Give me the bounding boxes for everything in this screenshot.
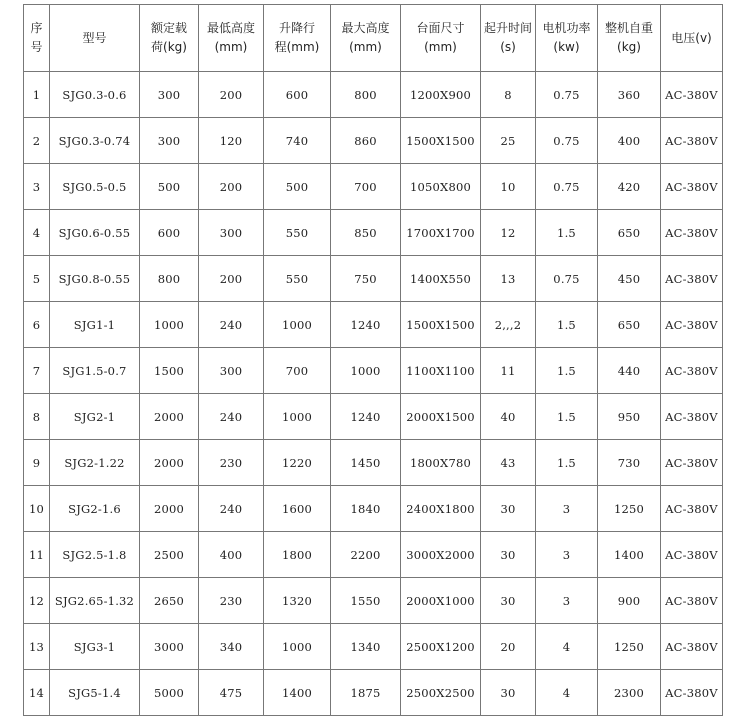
cell-index: 9 xyxy=(24,440,50,486)
cell-max-height: 800 xyxy=(331,72,401,118)
table-row xyxy=(24,164,723,210)
cell-voltage: AC-380V xyxy=(661,532,723,578)
cell-index: 5 xyxy=(24,256,50,302)
cell-platform-size: 2500X1200 xyxy=(401,624,481,670)
cell-model: SJG0.3-0.74 xyxy=(50,118,140,164)
cell-model: SJG3-1 xyxy=(50,624,140,670)
header-platform-size-line2: (mm) xyxy=(424,40,457,54)
cell-lift-stroke: 500 xyxy=(264,164,331,210)
cell-max-height: 860 xyxy=(331,118,401,164)
cell-voltage: AC-380V xyxy=(661,210,723,256)
cell-lift-time: 25 xyxy=(481,118,536,164)
cell-lift-time: 12 xyxy=(481,210,536,256)
table-row xyxy=(24,72,723,118)
cell-rated-load: 2000 xyxy=(140,486,199,532)
cell-rated-load: 2500 xyxy=(140,532,199,578)
cell-index: 12 xyxy=(24,578,50,624)
cell-min-height: 230 xyxy=(199,578,264,624)
cell-model: SJG2.65-1.32 xyxy=(50,578,140,624)
cell-model: SJG1-1 xyxy=(50,302,140,348)
cell-self-weight: 730 xyxy=(598,440,661,486)
cell-lift-stroke: 550 xyxy=(264,210,331,256)
header-row xyxy=(24,5,723,72)
cell-voltage: AC-380V xyxy=(661,348,723,394)
cell-motor-power: 4 xyxy=(536,624,598,670)
table-row xyxy=(24,348,723,394)
cell-rated-load: 2650 xyxy=(140,578,199,624)
cell-model: SJG1.5-0.7 xyxy=(50,348,140,394)
cell-rated-load: 500 xyxy=(140,164,199,210)
header-max-height-line1: 最大高度 xyxy=(341,21,390,35)
cell-lift-time: 11 xyxy=(481,348,536,394)
cell-voltage: AC-380V xyxy=(661,72,723,118)
cell-lift-time: 10 xyxy=(481,164,536,210)
cell-platform-size: 1500X1500 xyxy=(401,302,481,348)
header-rated-load-line1: 额定载 xyxy=(150,21,187,35)
cell-voltage: AC-380V xyxy=(661,256,723,302)
table-row xyxy=(24,256,723,302)
cell-index: 13 xyxy=(24,624,50,670)
cell-self-weight: 950 xyxy=(598,394,661,440)
cell-index: 11 xyxy=(24,532,50,578)
cell-motor-power: 1.5 xyxy=(536,394,598,440)
cell-motor-power: 1.5 xyxy=(536,210,598,256)
cell-self-weight: 360 xyxy=(598,72,661,118)
cell-lift-time: 8 xyxy=(481,72,536,118)
header-rated-load-line2: 荷(kg) xyxy=(151,40,187,54)
header-lift-stroke-line1: 升降行 xyxy=(278,21,315,35)
cell-motor-power: 3 xyxy=(536,486,598,532)
cell-lift-time: 30 xyxy=(481,486,536,532)
cell-min-height: 475 xyxy=(199,670,264,716)
cell-platform-size: 1500X1500 xyxy=(401,118,481,164)
cell-model: SJG5-1.4 xyxy=(50,670,140,716)
cell-lift-stroke: 1220 xyxy=(264,440,331,486)
cell-platform-size: 1200X900 xyxy=(401,72,481,118)
header-self-weight-line1: 整机自重 xyxy=(604,21,653,35)
cell-min-height: 300 xyxy=(199,210,264,256)
cell-max-height: 700 xyxy=(331,164,401,210)
header-lift-time-line2: (s) xyxy=(500,40,516,54)
cell-platform-size: 1050X800 xyxy=(401,164,481,210)
cell-index: 6 xyxy=(24,302,50,348)
header-lift-time-line1: 起升时间 xyxy=(483,21,532,35)
header-min-height xyxy=(199,5,264,72)
header-self-weight xyxy=(598,5,661,72)
header-lift-stroke-line2: 程(mm) xyxy=(274,40,320,54)
cell-motor-power: 1.5 xyxy=(536,348,598,394)
header-min-height-line1: 最低高度 xyxy=(206,21,255,35)
table-body xyxy=(24,72,723,716)
cell-min-height: 240 xyxy=(199,394,264,440)
cell-min-height: 240 xyxy=(199,486,264,532)
header-voltage xyxy=(661,5,723,72)
cell-rated-load: 1500 xyxy=(140,348,199,394)
spec-table xyxy=(23,4,723,716)
cell-lift-time: 13 xyxy=(481,256,536,302)
cell-self-weight: 650 xyxy=(598,302,661,348)
cell-rated-load: 3000 xyxy=(140,624,199,670)
table-row xyxy=(24,118,723,164)
header-motor-power-line2: (kw) xyxy=(553,40,580,54)
header-rated-load xyxy=(140,5,199,72)
cell-rated-load: 800 xyxy=(140,256,199,302)
cell-model: SJG2-1 xyxy=(50,394,140,440)
cell-voltage: AC-380V xyxy=(661,118,723,164)
cell-platform-size: 2000X1500 xyxy=(401,394,481,440)
cell-max-height: 1240 xyxy=(331,394,401,440)
table-row xyxy=(24,624,723,670)
cell-lift-time: 40 xyxy=(481,394,536,440)
cell-min-height: 400 xyxy=(199,532,264,578)
cell-platform-size: 3000X2000 xyxy=(401,532,481,578)
cell-platform-size: 1400X550 xyxy=(401,256,481,302)
table-row xyxy=(24,440,723,486)
cell-lift-stroke: 1320 xyxy=(264,578,331,624)
cell-index: 10 xyxy=(24,486,50,532)
cell-max-height: 850 xyxy=(331,210,401,256)
cell-voltage: AC-380V xyxy=(661,578,723,624)
cell-rated-load: 600 xyxy=(140,210,199,256)
cell-min-height: 200 xyxy=(199,164,264,210)
cell-self-weight: 440 xyxy=(598,348,661,394)
cell-lift-stroke: 1800 xyxy=(264,532,331,578)
header-model-line1: 型号 xyxy=(82,30,107,45)
cell-max-height: 1450 xyxy=(331,440,401,486)
cell-lift-stroke: 700 xyxy=(264,348,331,394)
header-platform-size xyxy=(401,5,481,72)
cell-lift-time: 30 xyxy=(481,532,536,578)
header-index-line1: 序 xyxy=(30,21,43,35)
cell-voltage: AC-380V xyxy=(661,394,723,440)
cell-motor-power: 4 xyxy=(536,670,598,716)
cell-index: 8 xyxy=(24,394,50,440)
cell-rated-load: 1000 xyxy=(140,302,199,348)
cell-model: SJG2-1.22 xyxy=(50,440,140,486)
cell-self-weight: 2300 xyxy=(598,670,661,716)
cell-rated-load: 2000 xyxy=(140,440,199,486)
cell-self-weight: 900 xyxy=(598,578,661,624)
cell-self-weight: 650 xyxy=(598,210,661,256)
cell-index: 2 xyxy=(24,118,50,164)
header-self-weight-line2: (kg) xyxy=(617,40,641,54)
cell-model: SJG2.5-1.8 xyxy=(50,532,140,578)
cell-voltage: AC-380V xyxy=(661,440,723,486)
cell-platform-size: 2500X2500 xyxy=(401,670,481,716)
cell-motor-power: 0.75 xyxy=(536,164,598,210)
cell-self-weight: 1250 xyxy=(598,624,661,670)
cell-platform-size: 1700X1700 xyxy=(401,210,481,256)
cell-min-height: 230 xyxy=(199,440,264,486)
cell-lift-stroke: 550 xyxy=(264,256,331,302)
cell-motor-power: 0.75 xyxy=(536,118,598,164)
cell-min-height: 200 xyxy=(199,256,264,302)
cell-voltage: AC-380V xyxy=(661,670,723,716)
cell-min-height: 200 xyxy=(199,72,264,118)
cell-rated-load: 300 xyxy=(140,118,199,164)
cell-model: SJG2-1.6 xyxy=(50,486,140,532)
table-row xyxy=(24,302,723,348)
cell-voltage: AC-380V xyxy=(661,486,723,532)
header-index-line2: 号 xyxy=(30,40,43,54)
cell-model: SJG0.6-0.55 xyxy=(50,210,140,256)
cell-platform-size: 2400X1800 xyxy=(401,486,481,532)
table-row xyxy=(24,532,723,578)
cell-self-weight: 450 xyxy=(598,256,661,302)
cell-lift-stroke: 1600 xyxy=(264,486,331,532)
cell-motor-power: 0.75 xyxy=(536,256,598,302)
cell-lift-stroke: 1000 xyxy=(264,394,331,440)
cell-motor-power: 1.5 xyxy=(536,302,598,348)
cell-min-height: 340 xyxy=(199,624,264,670)
cell-self-weight: 1400 xyxy=(598,532,661,578)
cell-lift-stroke: 1000 xyxy=(264,624,331,670)
cell-model: SJG0.3-0.6 xyxy=(50,72,140,118)
cell-max-height: 750 xyxy=(331,256,401,302)
cell-self-weight: 420 xyxy=(598,164,661,210)
cell-min-height: 300 xyxy=(199,348,264,394)
cell-motor-power: 0.75 xyxy=(536,72,598,118)
cell-model: SJG0.5-0.5 xyxy=(50,164,140,210)
cell-lift-stroke: 600 xyxy=(264,72,331,118)
header-motor-power xyxy=(536,5,598,72)
cell-lift-time: 30 xyxy=(481,670,536,716)
header-min-height-line2: (mm) xyxy=(214,40,248,54)
cell-index: 14 xyxy=(24,670,50,716)
cell-motor-power: 1.5 xyxy=(536,440,598,486)
cell-max-height: 1000 xyxy=(331,348,401,394)
cell-model: SJG0.8-0.55 xyxy=(50,256,140,302)
header-lift-stroke xyxy=(264,5,331,72)
cell-platform-size: 1800X780 xyxy=(401,440,481,486)
cell-lift-stroke: 740 xyxy=(264,118,331,164)
cell-max-height: 1240 xyxy=(331,302,401,348)
cell-motor-power: 3 xyxy=(536,578,598,624)
header-max-height xyxy=(331,5,401,72)
table-row xyxy=(24,210,723,256)
cell-min-height: 240 xyxy=(199,302,264,348)
cell-lift-stroke: 1400 xyxy=(264,670,331,716)
cell-self-weight: 1250 xyxy=(598,486,661,532)
cell-voltage: AC-380V xyxy=(661,164,723,210)
cell-rated-load: 300 xyxy=(140,72,199,118)
cell-motor-power: 3 xyxy=(536,532,598,578)
table-row xyxy=(24,486,723,532)
cell-index: 3 xyxy=(24,164,50,210)
cell-index: 7 xyxy=(24,348,50,394)
cell-index: 1 xyxy=(24,72,50,118)
header-max-height-line2: (mm) xyxy=(349,40,382,54)
cell-lift-stroke: 1000 xyxy=(264,302,331,348)
cell-voltage: AC-380V xyxy=(661,302,723,348)
cell-rated-load: 2000 xyxy=(140,394,199,440)
table-row xyxy=(24,670,723,716)
header-index xyxy=(24,5,50,72)
cell-self-weight: 400 xyxy=(598,118,661,164)
cell-platform-size: 1100X1100 xyxy=(401,348,481,394)
cell-platform-size: 2000X1000 xyxy=(401,578,481,624)
header-model xyxy=(50,5,140,72)
cell-lift-time: 20 xyxy=(481,624,536,670)
cell-max-height: 1550 xyxy=(331,578,401,624)
cell-index: 4 xyxy=(24,210,50,256)
cell-max-height: 1840 xyxy=(331,486,401,532)
cell-lift-time: 2,,,2 xyxy=(481,302,536,348)
cell-lift-time: 30 xyxy=(481,578,536,624)
header-motor-power-line1: 电机功率 xyxy=(542,21,591,35)
cell-max-height: 1340 xyxy=(331,624,401,670)
header-platform-size-line1: 台面尺寸 xyxy=(416,21,465,35)
cell-max-height: 1875 xyxy=(331,670,401,716)
header-voltage-line1: 电压(v) xyxy=(671,30,712,45)
cell-voltage: AC-380V xyxy=(661,624,723,670)
header-lift-time xyxy=(481,5,536,72)
cell-min-height: 120 xyxy=(199,118,264,164)
table-row xyxy=(24,578,723,624)
cell-lift-time: 43 xyxy=(481,440,536,486)
table-row xyxy=(24,394,723,440)
cell-max-height: 2200 xyxy=(331,532,401,578)
cell-rated-load: 5000 xyxy=(140,670,199,716)
